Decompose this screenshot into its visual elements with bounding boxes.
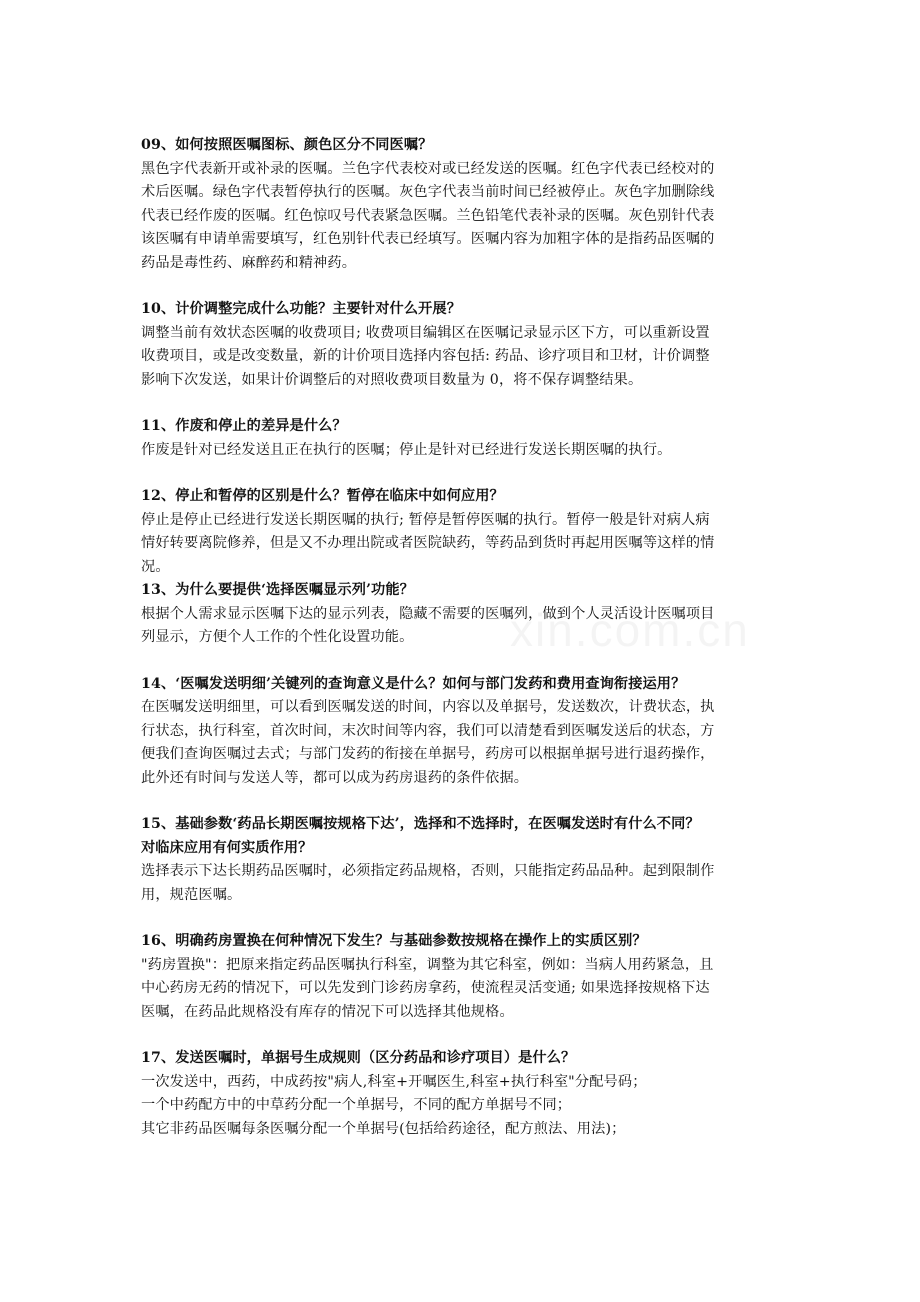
answer-line: 根据个人需求显示医嘱下达的显示列表，隐藏不需要的医嘱列，做到个人灵活设计医嘱项目 bbox=[141, 605, 715, 622]
answer-text bbox=[141, 322, 783, 393]
answer-line: 药品是毒性药、麻醉药和精神药。 bbox=[141, 254, 357, 271]
answer-line: 黑色字代表新开或补录的医嘱。兰色字代表校对或已经发送的医嘱。红色字代表已经校对的 bbox=[141, 160, 715, 177]
qa-item-13 bbox=[141, 579, 783, 650]
question-heading: 17、发送医嘱时，单据号生成规则（区分药品和诊疗项目）是什么？ bbox=[141, 1050, 576, 1066]
answer-text bbox=[141, 158, 783, 276]
question-heading: 12、停止和暂停的区别是什么？暂停在临床中如何应用？ bbox=[141, 488, 504, 504]
answer-line: 其它非药品医嘱每条医嘱分配一个单据号(包括给药途径，配方煎法、用法)； bbox=[141, 1120, 626, 1137]
question-heading: 14、‘医嘱发送明细’关键列的查询意义是什么？如何与部门发药和费用查询衔接运用？ bbox=[141, 675, 686, 692]
answer-text bbox=[141, 603, 783, 650]
answer-line: 在医嘱发送明细里，可以看到医嘱发送的时间，内容以及单据号，发送数次，计费状态，执 bbox=[141, 699, 715, 715]
question-heading: 11、作废和停止的差异是什么？ bbox=[141, 418, 347, 434]
document-body bbox=[141, 134, 783, 1141]
qa-item-11 bbox=[141, 415, 783, 462]
answer-line: 列显示，方便个人工作的个性化设置功能。 bbox=[141, 629, 414, 645]
qa-item-09 bbox=[141, 134, 783, 275]
answer-line: 中心药房无药的情况下，可以先发到门诊药房拿药，使流程灵活变通; 如果选择按规格下达 bbox=[141, 980, 710, 996]
answer-line: 情好转要离院修养，但是又不办理出院或者医院缺药，等药品到货时再起用医嘱等这样的情 bbox=[141, 535, 715, 551]
answer-text bbox=[141, 1071, 783, 1142]
answer-line: 此外还有时间与发送人等，都可以成为药房退药的条件依据。 bbox=[141, 769, 529, 786]
qa-item-12 bbox=[141, 485, 783, 579]
question-heading-continued: 对临床应用有何实质作用？ bbox=[141, 839, 313, 856]
answer-line: 一个中药配方中的中草药分配一个单据号，不同的配方单据号不同； bbox=[141, 1097, 572, 1113]
answer-line: 影响下次发送，如果计价调整后的对照收费项目数量为 0，将不保存调整结果。 bbox=[141, 371, 643, 388]
qa-item-16 bbox=[141, 930, 783, 1024]
answer-line: 选择表示下达长期药品医嘱时，必须指定药品规格，否则，只能指定药品品种。起到限制作 bbox=[141, 863, 715, 879]
qa-item-17 bbox=[141, 1047, 783, 1141]
answer-line: 用，规范医嘱。 bbox=[141, 886, 242, 903]
answer-line: 收费项目，或是改变数量，新的计价项目选择内容包括: 药品、诊疗项目和卫材，计价调整 bbox=[141, 348, 710, 364]
answer-line: 医嘱，在药品此规格没有库存的情况下可以选择其他规格。 bbox=[141, 1003, 514, 1020]
answer-line: 行状态，执行科室，首次时间，末次时间等内容，我们可以清楚看到医嘱发送后的状态，方 bbox=[141, 722, 715, 739]
question-heading: 16、明确药房置换在何种情况下发生？与基础参数按规格在操作上的实质区别？ bbox=[141, 933, 647, 949]
answer-line: 该医嘱有申请单需要填写，红色别针代表已经填写。医嘱内容为加粗字体的是指药品医嘱的 bbox=[141, 231, 715, 247]
answer-line: 况。 bbox=[141, 558, 170, 575]
qa-item-15 bbox=[141, 813, 783, 907]
answer-text bbox=[141, 439, 783, 463]
qa-item-14 bbox=[141, 673, 783, 791]
answer-line: 代表已经作废的医嘱。红色惊叹号代表紧急医嘱。兰色铅笔代表补录的医嘱。灰色别针代表 bbox=[141, 207, 715, 224]
question-heading: 15、基础参数‘药品长期医嘱按规格下达’，选择和不选择时，在医嘱发送时有什么不同？ bbox=[141, 816, 700, 832]
answer-text bbox=[141, 509, 783, 580]
answer-line: 一次发送中，西药，中成药按"病人,科室+开嘱医生,科室+执行科室"分配号码； bbox=[141, 1073, 647, 1090]
question-heading: 10、计价调整完成什么功能？主要针对什么开展？ bbox=[141, 301, 461, 317]
answer-text bbox=[141, 696, 783, 790]
answer-text bbox=[141, 954, 783, 1025]
answer-line: 调整当前有效状态医嘱的收费项目; 收费项目编辑区在医嘱记录显示区下方，可以重新设置 bbox=[141, 324, 710, 341]
qa-item-10 bbox=[141, 298, 783, 392]
answer-line: "药房置换"：把原来指定药品医嘱执行科室，调整为其它科室，例如：当病人用药紧急，且 bbox=[141, 956, 714, 973]
answer-line: 术后医嘱。绿色字代表暂停执行的医嘱。灰色字代表当前时间已经被停止。灰色字加删除线 bbox=[141, 184, 715, 200]
question-heading: 09、如何按照医嘱图标、颜色区分不同医嘱？ bbox=[141, 137, 433, 153]
answer-line: 作废是针对已经发送且正在执行的医嘱；停止是针对已经进行发送长期医嘱的执行。 bbox=[141, 441, 672, 458]
answer-line: 停止是停止已经进行发送长期医嘱的执行; 暂停是暂停医嘱的执行。暂停一般是针对病人病 bbox=[141, 511, 710, 528]
question-heading: 13、为什么要提供‘选择医嘱显示列’功能？ bbox=[141, 582, 414, 598]
answer-text bbox=[141, 860, 783, 907]
answer-line: 便我们查询医嘱过去式；与部门发药的衔接在单据号，药房可以根据单据号进行退药操作， bbox=[141, 746, 715, 762]
